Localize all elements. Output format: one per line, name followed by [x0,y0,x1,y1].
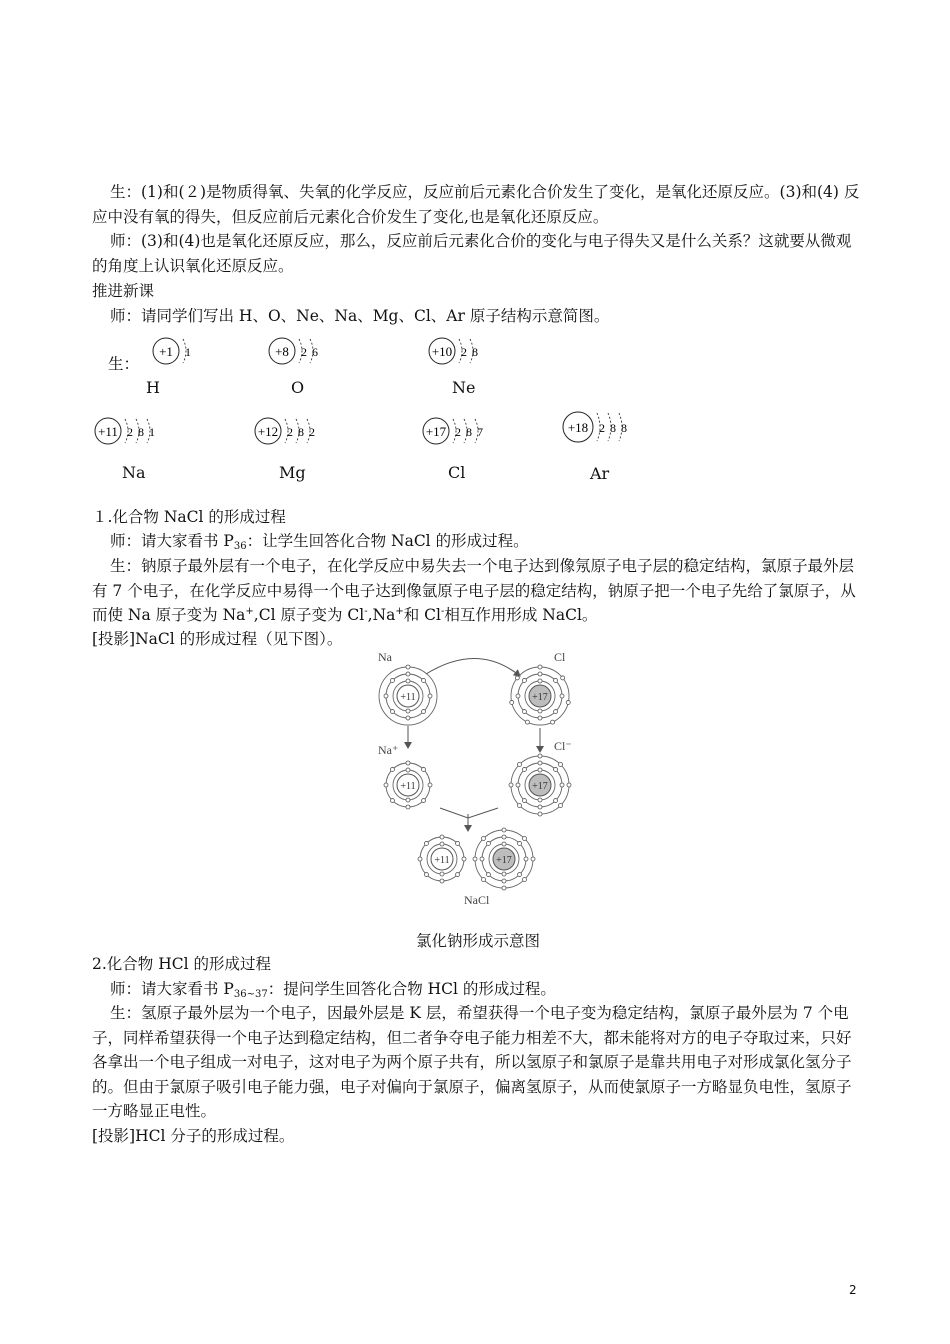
page-number: 2 [849,1283,857,1297]
atomNa-diagram [379,665,437,725]
fig-electron [559,762,563,766]
fig-label-cl-ion: Cl⁻ [554,739,572,753]
fig-electron [510,700,514,704]
fig-electron [462,857,466,861]
fig-electron [560,694,564,698]
fig-electron [440,842,444,846]
fig-electron [517,804,521,808]
teacher-nacl-instruction: 师：请大家看书 $P_{36}$：让学生回答化合物 NaCl 的形成过程。 [110,532,529,552]
student-nacl-answer: 生：钠原子最外层有一个电子，在化学反应中易失去一个电子达到像氖原子电子层的稳定结构，氯原子最外层有 7 个电子，在化学反应中易得一个电子达到像氩原子电子层的稳定结构，钠原子把一个电子先给了氯原子，从而使 Na 原子变为 Na+,Cl 原子变为 Cl-,Na+和 Cl-相互作用形成 NaCl。 [92,557,856,624]
shell-electron-count: 6 [312,345,318,359]
merge-lines [440,808,498,818]
fig-electron [406,665,410,669]
shell-electron-count: 2 [127,425,133,439]
fig-electron [516,783,520,787]
fig-electron [538,679,542,683]
fig-electron [538,665,542,669]
shell-electron-count: 2 [455,425,461,439]
teacher-hcl-instruction: 师：请大家看书 $P_{36\sim 37}$：提问学生回答化合物 HCl 的形成过程。 [110,980,556,1000]
fig-electron [522,799,526,803]
fig-electron [456,841,460,845]
nacl-formation-figure [368,648,588,910]
fig-electron [518,841,522,845]
fig-electron [486,873,490,877]
fig-electron [523,836,527,840]
fig-electron [481,878,485,882]
fig-electron [538,805,542,809]
fig-electron [522,678,526,682]
fig-electron [384,783,388,787]
ionCl-diagram [509,754,571,816]
element-symbol-mg: Mg [279,463,306,482]
fig-electron [418,857,422,861]
fig-electron [538,761,542,765]
fig-electron [406,798,410,802]
fig-electron [406,716,410,720]
projection-hcl: [投影]HCl 分子的形成过程。 [92,1127,295,1145]
fig-electron [422,799,426,803]
element-symbol-o: O [291,378,305,397]
fig-electron [523,878,527,882]
fig-electron [481,836,485,840]
section-heading-hcl: 2.化合物 HCl 的形成过程 [92,955,271,973]
fig-electron [515,676,519,680]
atomCl-diagram [510,665,571,725]
fig-electron [538,716,542,720]
fig-nucleus-charge: +17 [532,692,548,703]
electron-transfer-arrow [426,658,520,676]
shell-electron-count: 2 [309,425,315,439]
nucleus-charge: +18 [567,420,589,435]
shell-electron-count: 8 [298,425,304,439]
section-label-new-lesson: 推进新课 [92,282,155,300]
fig-electron [440,835,444,839]
ionNa-diagram [384,761,432,809]
fig-electron [522,767,526,771]
fig-electron [384,694,388,698]
fig-electron [567,783,571,787]
fig-electron [406,672,410,676]
fig-electron [538,709,542,713]
atom-diagram-ar [562,410,633,450]
fig-electron [440,879,444,883]
fig-electron [538,798,542,802]
fig-electron [424,873,428,877]
projection-nacl: [投影]NaCl 的形成过程（见下图）。 [92,630,343,648]
fig-electron [554,678,558,682]
fig-electron [518,873,522,877]
atom-diagram-na [94,416,161,452]
nucleus-charge: +8 [275,344,289,359]
fig-electron [406,761,410,765]
fig-electron [406,679,410,683]
fig-electron [538,754,542,758]
fig-electron [516,694,520,698]
shell-electron-count: 7 [477,425,483,439]
nucleus-charge: +10 [431,344,453,359]
section-heading-nacl: １.化合物 NaCl 的形成过程 [92,508,286,526]
shell-electron-count: 8 [472,345,478,359]
shell-electron-count: 2 [287,425,293,439]
element-symbol-na: Na [122,463,146,482]
fig-electron [440,872,444,876]
fig-electron [422,710,426,714]
fig-electron [428,783,432,787]
nucleus-charge: +1 [159,344,173,359]
teacher-question-1: 师：(3)和(4)也是氧化还原反应，那么，反应前后元素化合价的变化与电子得失又是什么关系？这就要从微观的角度上认识氧化还原反应。 [92,232,852,275]
student-hcl-answer: 生：氢原子最外层为一个电子，因最外层是 K 层，希望获得一个电子变为稳定结构，氯原子最外层为 7 个电子，同样希望获得一个电子达到稳定结构，但二者争夺电子能力相差不大，都未能将对方的电子夺取过来，只好各拿出一个电子组成一对电子，这对电子为两个原子共有，所以氢原子和氯原子是靠共用电子对形成氯化氢分子的。但由于氯原子吸引电子能力强，电子对偏向于氯原子，偏离氢原子，从而使氯原子一方略显负电性，氢原子一方略显正电性。 [92,1004,852,1120]
fig-electron [554,799,558,803]
fig-electron [406,805,410,809]
bNa-diagram [418,835,466,883]
nucleus-charge: +17 [425,424,447,439]
fig-nucleus-charge: +11 [400,781,416,792]
figure-caption: 氯化钠形成示意图 [415,932,540,950]
fig-nucleus-charge: +11 [434,855,450,866]
fig-electron [538,768,542,772]
fig-electron [509,783,513,787]
fig-electron [428,694,432,698]
fig-electron [502,842,506,846]
fig-label-cl: Cl [554,650,566,664]
fig-electron [456,873,460,877]
fig-electron [480,857,484,861]
nucleus-charge: +11 [98,424,118,439]
element-symbol-ar: Ar [590,464,610,483]
nucleus-charge: +12 [257,424,279,439]
fig-electron [560,783,564,787]
fig-electron [554,710,558,714]
fig-electron [422,678,426,682]
fig-electron [486,841,490,845]
fig-electron [524,857,528,861]
shell-electron-count: 8 [466,425,472,439]
fig-nucleus-charge: +11 [400,692,416,703]
shell-electron-count: 2 [599,421,605,435]
fig-electron [502,879,506,883]
atom-diagram-cl [422,416,489,452]
fig-electron [559,804,563,808]
shell-electron-count: 2 [301,345,307,359]
element-symbol-h: H [146,378,160,397]
shell-electron-count: 8 [621,421,627,435]
fig-electron [502,835,506,839]
fig-electron [424,841,428,845]
shell-electron-count: 8 [138,425,144,439]
fig-electron [538,672,542,676]
bCl-diagram [473,828,535,890]
fig-electron [551,720,555,724]
fig-electron [517,762,521,766]
fig-electron [422,767,426,771]
shell-electron-count: 1 [185,345,191,359]
fig-electron [502,886,506,890]
fig-electron [522,710,526,714]
atom-diagram-h [152,336,197,372]
student-label: 生： [108,355,140,373]
atom-diagram-ne [428,336,484,372]
element-symbol-cl: Cl [448,463,466,482]
fig-electron [554,767,558,771]
element-symbol-ne: Ne [452,378,476,397]
teacher-instruction-atoms: 师：请同学们写出 H、O、Ne、Na、Mg、Cl、Ar 原子结构示意简图。 [110,307,610,325]
fig-nucleus-charge: +17 [532,781,548,792]
fig-electron [473,857,477,861]
fig-nucleus-charge: +17 [496,855,512,866]
fig-electron [525,720,529,724]
student-answer-1: 生：(1)和(２)是物质得氧、失氧的化学反应，反应前后元素化合价发生了变化，是氧化还原反应。(3)和(4) 反应中没有氧的得失，但反应前后元素化合价发生了变化,也是氧化还原反应。 [92,183,860,226]
shell-electron-count: 2 [461,345,467,359]
fig-electron [502,872,506,876]
fig-electron [390,767,394,771]
fig-label-nacl: NaCl [464,893,490,907]
shell-electron-count: 8 [610,421,616,435]
shell-electron-count: 1 [149,425,155,439]
fig-label-na: Na [378,650,392,664]
fig-electron [390,678,394,682]
fig-electron [561,676,565,680]
fig-electron [390,710,394,714]
fig-electron [406,768,410,772]
fig-electron [566,700,570,704]
fig-electron [538,812,542,816]
fig-electron [502,828,506,832]
fig-electron [390,799,394,803]
fig-electron [531,857,535,861]
fig-electron [406,709,410,713]
fig-label-na-ion: Na⁺ [378,743,399,757]
atom-diagram-o [268,336,324,372]
atom-diagram-mg [254,416,321,452]
